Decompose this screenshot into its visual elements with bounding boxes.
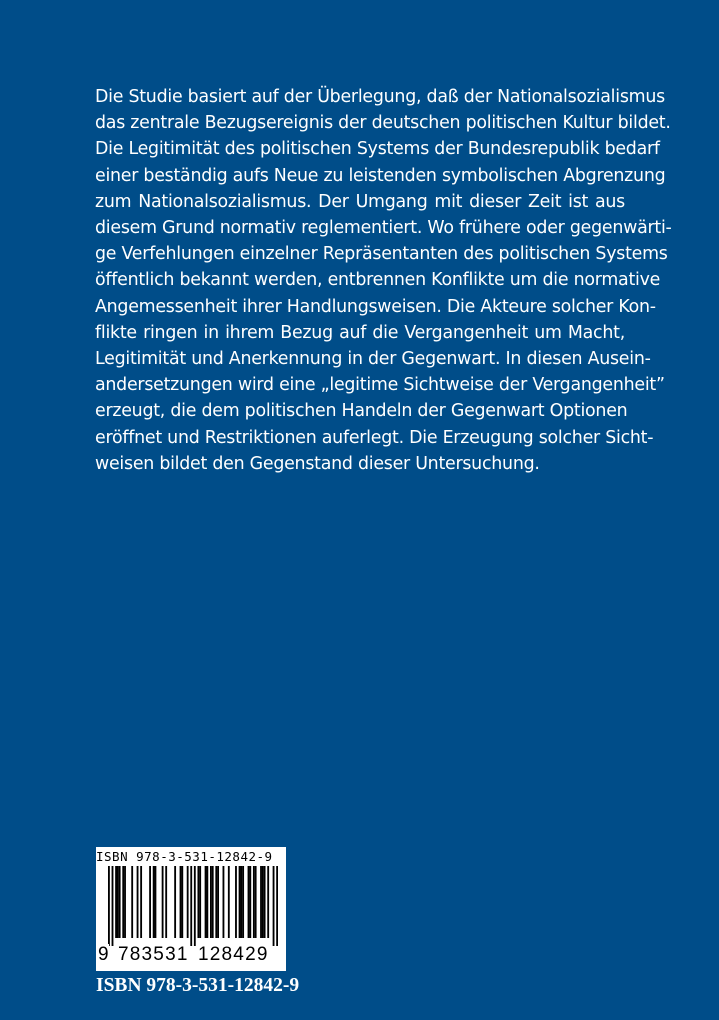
- barcode-bar: [117, 866, 119, 938]
- blurb-line: Angemessenheit ihrer Handlungsweisen. Die Akteure solcher Kon-: [95, 296, 656, 317]
- blurb-line: Die Legitimität des politischen Systems der Bundesrepublik bedarf: [95, 139, 660, 160]
- barcode-bar: [262, 866, 264, 938]
- barcode-bar: [119, 866, 121, 938]
- blurb-line: ge Verfehlungen einzelner Repräsentanten des politischen Systems: [95, 244, 668, 265]
- barcode-bar: [174, 866, 176, 938]
- barcode-bar: [124, 866, 126, 938]
- blurb-line: Die Studie basiert auf der Überlegung, daß der Nationalsozialismus: [95, 87, 665, 107]
- barcode-bar: [217, 866, 219, 938]
- barcode-bar: [235, 866, 237, 938]
- blurb-line: weisen bildet den Gegenstand dieser Untersuchung.: [95, 453, 540, 474]
- barcode-bar: [212, 866, 214, 938]
- barcode-bar: [181, 866, 183, 938]
- barcode-digits-right: 128429: [198, 944, 269, 965]
- blurb-line: Legitimität und Anerkennung in der Gegenwart. In diesen Ausein-: [95, 349, 651, 370]
- barcode-digits: [96, 944, 286, 970]
- blurb-line: erzeugt, die dem politischen Handeln der Gegenwart Optionen: [95, 401, 628, 422]
- barcode-bar: [210, 866, 212, 938]
- barcode-bar: [140, 866, 142, 938]
- barcode-bar: [248, 866, 250, 938]
- barcode-digits-left: 783531: [118, 944, 189, 965]
- barcode-bar: [228, 866, 230, 938]
- barcode-bars: [108, 866, 278, 946]
- barcode-bar: [190, 866, 192, 946]
- blurb-line: zum Nationalsozialismus. Der Umgang mit dieser Zeit ist aus: [95, 191, 625, 212]
- barcode-bar: [112, 866, 114, 946]
- barcode-bar: [197, 866, 199, 938]
- barcode-bar: [153, 866, 155, 938]
- barcode-digit-first: 9: [98, 944, 109, 965]
- barcode-bar: [249, 866, 251, 938]
- barcode-bar: [180, 866, 182, 938]
- barcode-bar: [264, 866, 266, 938]
- blurb-line: flikte ringen in ihrem Bezug auf die Vergangenheit um Macht,: [95, 322, 625, 343]
- barcode-bar: [242, 866, 244, 938]
- barcode-bar: [255, 866, 257, 938]
- barcode-bar: [267, 866, 269, 938]
- barcode-bar: [187, 866, 189, 938]
- barcode-bar: [155, 866, 157, 938]
- barcode-bar: [273, 866, 275, 946]
- blurb-line: das zentrale Bezugsereignis der deutschen politischen Kultur bildet.: [95, 113, 671, 134]
- barcode-bar: [137, 866, 139, 938]
- barcode-isbn-text: ISBN 978-3-531-12842-9: [96, 849, 273, 864]
- barcode-bar: [115, 866, 117, 938]
- blurb-line: andersetzungen wird eine „legitime Sichtweise der Vergangenheit”: [95, 375, 665, 396]
- barcode-bar: [240, 866, 242, 938]
- barcode-bar: [276, 866, 278, 946]
- barcode-bar: [165, 866, 167, 938]
- barcode-bar: [199, 866, 201, 938]
- blurb-line: öffentlich bekannt werden, entbrennen Konflikte um die normative: [95, 270, 661, 291]
- barcode-bar: [108, 866, 110, 946]
- barcode-bar: [253, 866, 255, 938]
- back-cover-blurb: [95, 84, 672, 477]
- blurb-line: eröffnet und Restriktionen auferlegt. Die Erzeugung solcher Sicht-: [95, 427, 654, 448]
- barcode-bar: [122, 866, 124, 938]
- barcode-bar: [260, 866, 262, 938]
- barcode-bar: [239, 866, 241, 938]
- barcode-bar: [215, 866, 217, 938]
- barcode-bar: [194, 866, 196, 946]
- barcode-bar: [162, 866, 164, 938]
- barcode-bar: [149, 866, 151, 938]
- barcode-label: [96, 847, 286, 971]
- barcode-bar: [205, 866, 207, 938]
- blurb-line: diesem Grund normativ reglementiert. Wo frühere oder gegenwärti-: [95, 218, 672, 239]
- barcode-bar: [223, 866, 225, 938]
- barcode-bar: [206, 866, 208, 938]
- isbn-text: ISBN 978-3-531-12842-9: [96, 975, 300, 996]
- barcode-bar: [131, 866, 133, 938]
- blurb-line: einer beständig aufs Neue zu leistenden symbolischen Abgrenzung: [95, 165, 666, 186]
